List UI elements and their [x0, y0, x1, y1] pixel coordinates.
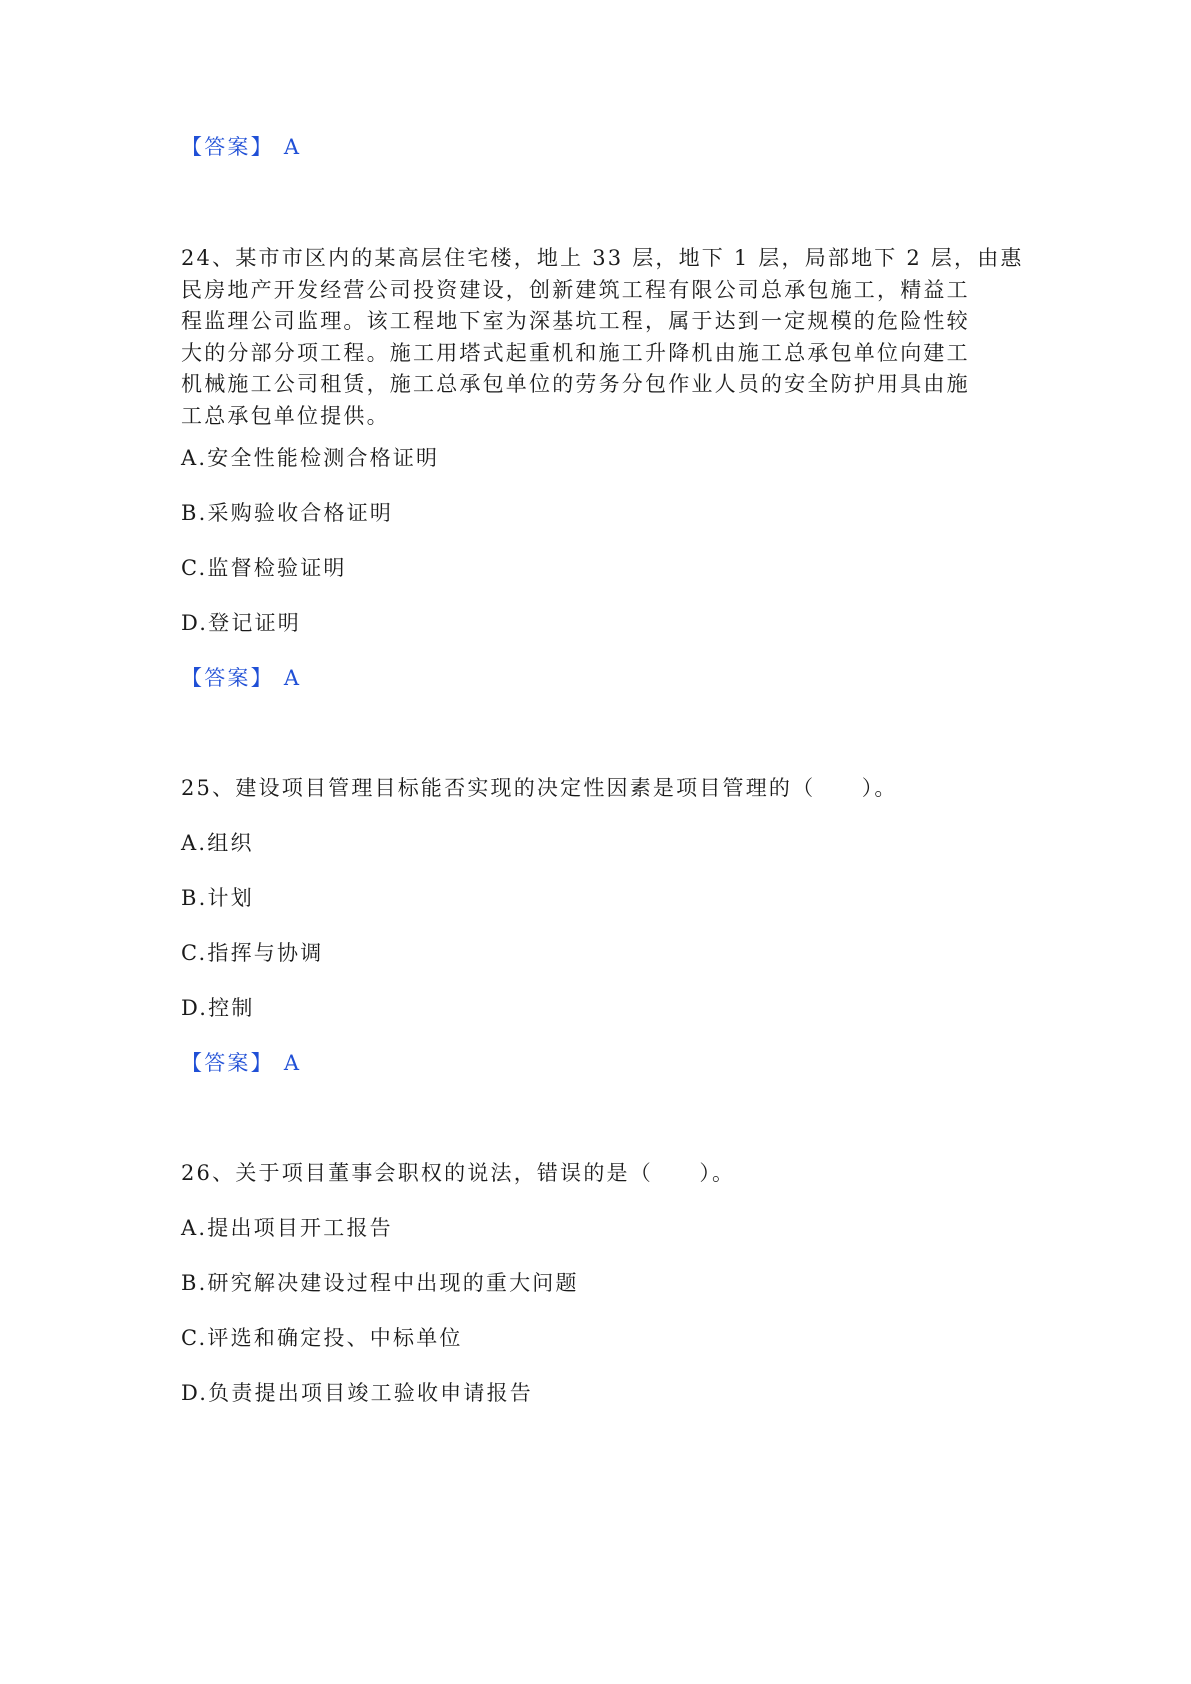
- answer-line: [181, 664, 301, 692]
- option-d: D.登记证明: [181, 611, 301, 635]
- stem-line: 24、某市市区内的某高层住宅楼，地上 33 层，地下 1 层，局部地下 2 层，由惠: [181, 246, 1024, 270]
- answer-value: A: [283, 135, 302, 159]
- option-b: B.研究解决建设过程中出现的重大问题: [181, 1271, 579, 1295]
- stem-line: 程监理公司监理。该工程地下室为深基坑工程，属于达到一定规模的危险性较: [181, 309, 970, 333]
- answer-value: A: [283, 666, 302, 690]
- option-b: B.采购验收合格证明: [181, 501, 394, 525]
- question-26-stem: 26、关于项目董事会职权的说法，错误的是（ ）。: [181, 1161, 736, 1185]
- option-d: D.控制: [181, 996, 255, 1020]
- stem-line: 机械施工公司租赁，施工总承包单位的劳务分包作业人员的安全防护用具由施: [181, 372, 970, 396]
- answer-line: [181, 133, 301, 161]
- answer-label: 【答案】: [181, 1051, 274, 1075]
- question-25-stem: 25、建设项目管理目标能否实现的决定性因素是项目管理的（ ）。: [181, 776, 898, 800]
- option-c: C.评选和确定投、中标单位: [181, 1326, 463, 1350]
- answer-label: 【答案】: [181, 666, 274, 690]
- option-c: C.监督检验证明: [181, 556, 347, 580]
- stem-line: 工总承包单位提供。: [181, 403, 390, 428]
- stem-line: 大的分部分项工程。施工用塔式起重机和施工升降机由施工总承包单位向建工: [181, 340, 970, 365]
- option-b: B.计划: [181, 886, 254, 910]
- option-a: A.安全性能检测合格证明: [181, 446, 440, 470]
- answer-label: 【答案】: [181, 135, 274, 159]
- option-a: A.提出项目开工报告: [181, 1216, 393, 1240]
- option-c: C.指挥与协调: [181, 941, 324, 965]
- answer-line: [181, 1049, 301, 1077]
- option-d: D.负责提出项目竣工验收申请报告: [181, 1381, 533, 1405]
- stem-line: 民房地产开发经营公司投资建设，创新建筑工程有限公司总承包施工，精益工: [181, 277, 970, 302]
- answer-value: A: [283, 1051, 302, 1075]
- question-24-stem: [181, 243, 1024, 432]
- option-a: A.组织: [181, 831, 254, 855]
